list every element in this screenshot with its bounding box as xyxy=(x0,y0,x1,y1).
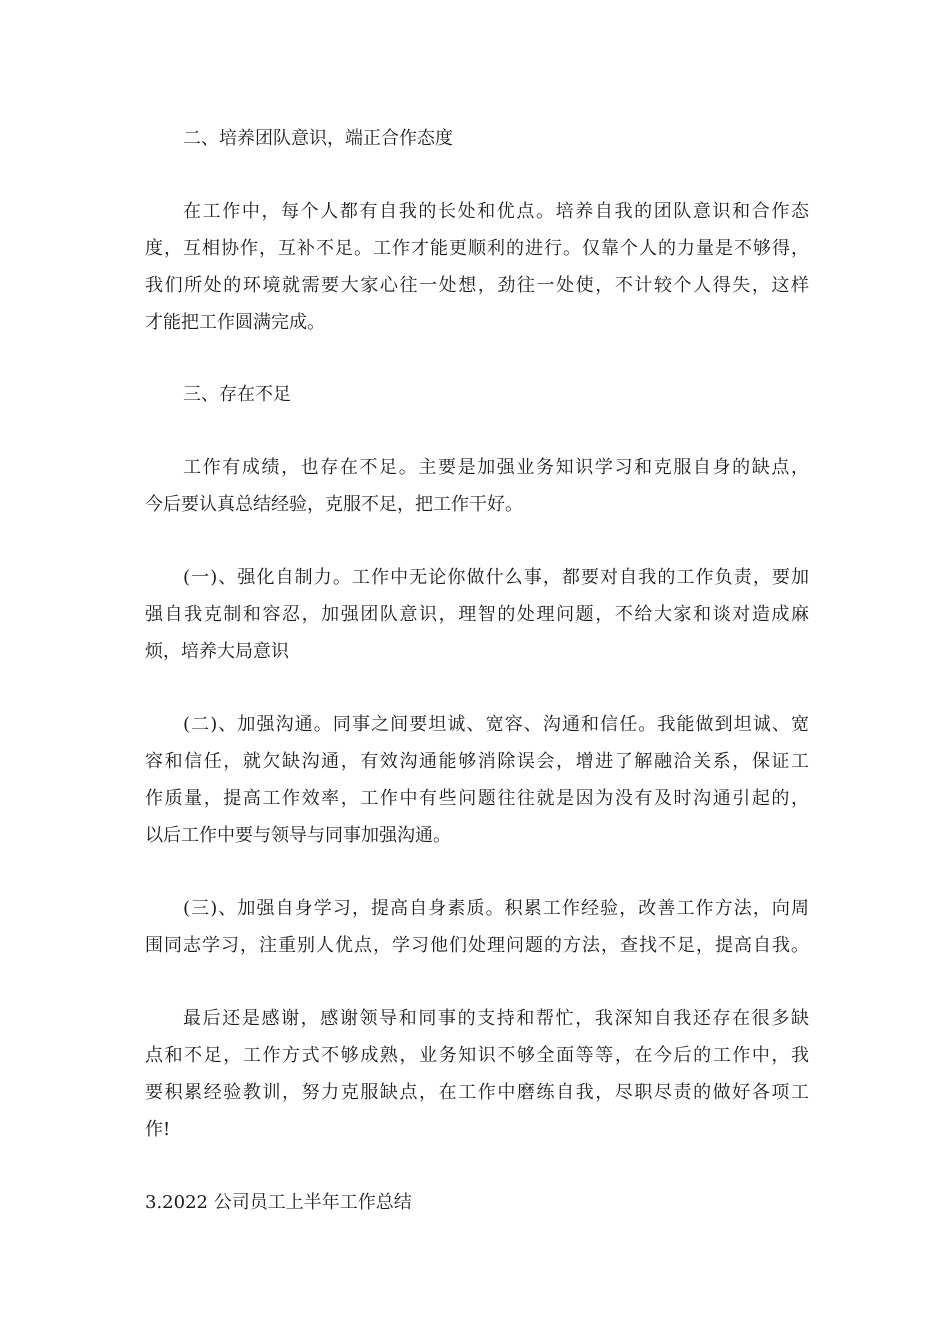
section-heading-3: 三、存在不足 xyxy=(183,384,291,405)
section-heading-2: 二、培养团队意识，端正合作态度 xyxy=(183,128,453,149)
paragraph-line: 强自我克制和容忍，加强团队意识，理智的处理问题，不给大家和谈对造成麻 xyxy=(145,604,809,625)
paragraph-line: (二)、加强沟通。同事之间要坦诚、宽容、沟通和信任。我能做到坦诚、宽 xyxy=(183,714,809,735)
paragraph-line: 在工作中，每个人都有自我的长处和优点。培养自我的团队意识和合作态 xyxy=(183,201,809,222)
paragraph-line: 容和信任，就欠缺沟通，有效沟通能够消除误会，增进了解融洽关系，保证工 xyxy=(145,751,809,772)
paragraph-line: 以后工作中要与领导与同事加强沟通。 xyxy=(145,825,451,846)
paragraph-line: 作质量，提高工作效率，工作中有些问题往往就是因为没有及时沟通引起的， xyxy=(145,788,809,809)
next-document-title: 3.2022 公司员工上半年工作总结 xyxy=(145,1192,412,1213)
paragraph-line: (三)、加强自身学习，提高自身素质。积累工作经验，改善工作方法，向周 xyxy=(183,898,809,919)
paragraph-line: 要积累经验教训，努力克服缺点，在工作中磨练自我，尽职尽责的做好各项工 xyxy=(145,1082,809,1103)
paragraph-line: 我们所处的环境就需要大家心往一处想，劲往一处使，不计较个人得失，这样 xyxy=(145,275,809,296)
paragraph-line: 度，互相协作，互补不足。工作才能更顺利的进行。仅靠个人的力量是不够得， xyxy=(145,238,809,259)
paragraph-line: 工作有成绩，也存在不足。主要是加强业务知识学习和克服自身的缺点， xyxy=(183,457,809,478)
paragraph-line: 围同志学习，注重别人优点，学习他们处理问题的方法，查找不足，提高自我。 xyxy=(145,935,809,956)
paragraph-line: 最后还是感谢，感谢领导和同事的支持和帮忙，我深知自我还存在很多缺 xyxy=(183,1008,809,1029)
paragraph-line: 点和不足，工作方式不够成熟，业务知识不够全面等等，在今后的工作中，我 xyxy=(145,1045,809,1066)
paragraph-line: (一)、强化自制力。工作中无论你做什么事，都要对自我的工作负责，要加 xyxy=(183,567,809,588)
paragraph-line: 作! xyxy=(145,1119,171,1140)
paragraph-line: 今后要认真总结经验，克服不足，把工作干好。 xyxy=(145,494,523,515)
paragraph-line: 才能把工作圆满完成。 xyxy=(145,312,325,333)
paragraph-line: 烦，培养大局意识 xyxy=(145,641,289,662)
